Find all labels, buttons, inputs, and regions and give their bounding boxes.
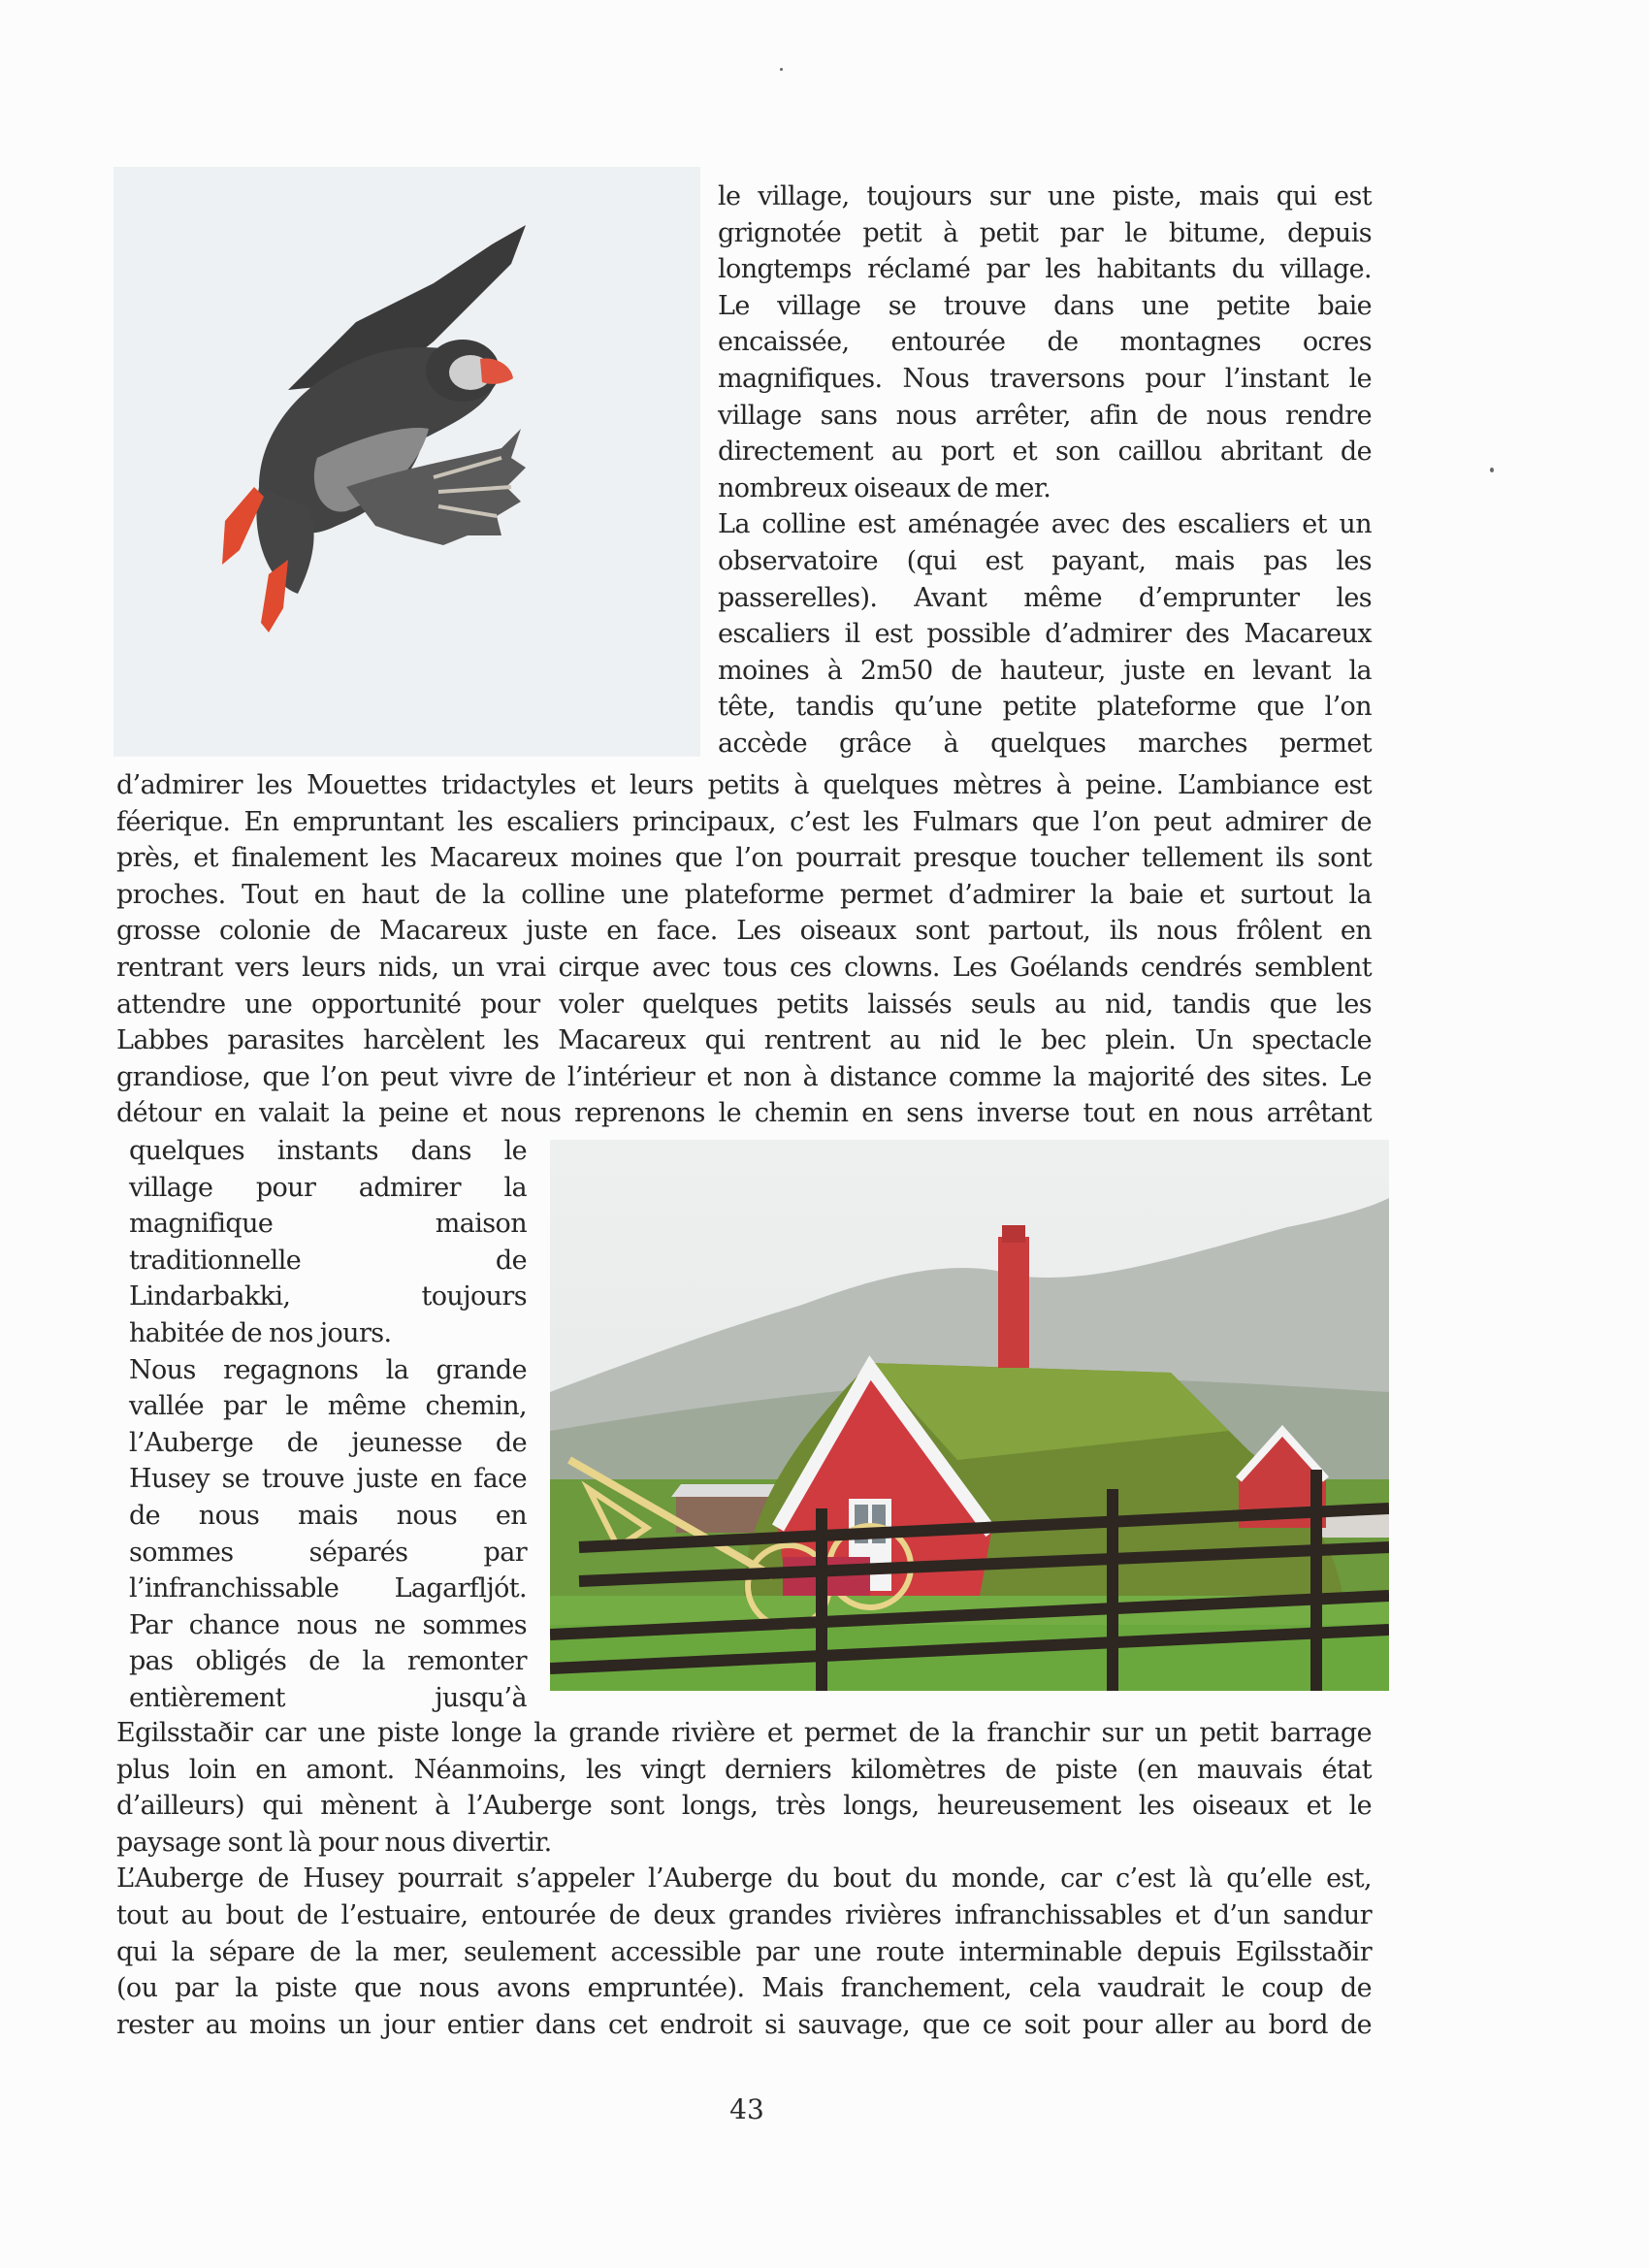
text-line: rentrant vers leurs nids, un vrai cirque avec tous ces clowns. Les Goélands cendrés semblent: [116, 952, 1372, 983]
text-line: longtemps réclamé par les habitants du village.: [718, 254, 1372, 285]
text-line: le village, toujours sur une piste, mais qui est: [718, 181, 1372, 211]
text-line: village pour admirer la: [129, 1172, 527, 1203]
puffin-illustration: [113, 167, 700, 757]
text-line: Par chance nous ne sommes: [129, 1609, 527, 1640]
text-column-right-top: [718, 178, 1372, 762]
text-line: féerique. En empruntant les escaliers principaux, c’est les Fulmars que l’on peut admirer de: [116, 806, 1372, 837]
text-line: tout au bout de l’estuaire, entourée de deux grandes rivières infranchissables et d’un sandur: [116, 1899, 1372, 1930]
text-line: Egilsstaðir car une piste longe la grande rivière et permet de la franchir sur un petit barrage: [116, 1718, 1372, 1748]
text-line: nombreux oiseaux de mer.: [718, 472, 1051, 503]
text-line: observatoire (qui est payant, mais pas les: [718, 545, 1372, 576]
text-line: plus loin en amont. Néanmoins, les vingt derniers kilomètres de piste (en mauvais état: [116, 1754, 1372, 1785]
text-line: sommes séparés par: [129, 1537, 527, 1568]
text-line: directement au port et son caillou abritant de: [718, 437, 1372, 468]
text-line: qui la sépare de la mer, seulement accessible par une route interminable depuis Egilsstaðir: [116, 1936, 1372, 1967]
text-line: grandiose, que l’on peut vivre de l’intérieur et non à distance comme la majorité des sites. Le: [116, 1061, 1372, 1092]
text-line: de nous mais nous en: [129, 1500, 527, 1531]
text-line: l’infranchissable Lagarfljót.: [129, 1573, 527, 1604]
text-line: habitée de nos jours.: [129, 1317, 392, 1348]
text-line: passerelles). Avant même d’emprunter les: [718, 582, 1372, 613]
text-line: attendre une opportunité pour voler quelques petits laissés seuls au nid, tandis que les: [116, 988, 1372, 1020]
text-line: magnifiques. Nous traversons pour l’instant le: [718, 363, 1372, 394]
text-line: (ou par la piste que nous avons empruntée). Mais franchement, cela vaudrait le coup de: [116, 1973, 1372, 2004]
text-line: grosse colonie de Macareux juste en face. Les oiseaux sont partout, ils nous frôlent en: [116, 916, 1372, 947]
text-line: La colline est aménagée avec des escaliers et un: [718, 509, 1372, 540]
text-line: quelques instants dans le: [129, 1136, 527, 1166]
puffin-photo: [113, 167, 700, 757]
text-full-width-bottom: [116, 1715, 1372, 2043]
text-line: d’admirer les Mouettes tridactyles et leurs petits à quelques mètres à peine. L’ambiance est: [116, 770, 1372, 800]
text-line: magnifique maison: [129, 1209, 527, 1240]
text-line: grignotée petit à petit par le bitume, depuis: [718, 217, 1372, 248]
text-line: Labbes parasites harcèlent les Macareux qui rentrent au nid le bec plein. Un spectacle: [116, 1025, 1372, 1056]
text-line: accède grâce à quelques marches permet: [718, 728, 1372, 759]
text-line: moines à 2m50 de hauteur, juste en levant la: [718, 655, 1372, 686]
text-line: Husey se trouve juste en face: [129, 1464, 527, 1495]
text-line: Nous regagnons la grande: [129, 1354, 527, 1385]
scan-speck: [1490, 468, 1494, 472]
text-line: Lindarbakki, toujours: [129, 1281, 527, 1312]
text-line: détour en valait la peine et nous reprenons le chemin en sens inverse tout en nous arrêtant: [116, 1098, 1372, 1129]
text-line: rester au moins un jour entier dans cet endroit si sauvage, que ce soit pour aller au bord de: [116, 2009, 1372, 2040]
text-line: village sans nous arrêter, afin de nous rendre: [718, 400, 1372, 431]
text-line: l’Auberge de jeunesse de: [129, 1427, 527, 1458]
text-line: vallée par le même chemin,: [129, 1391, 527, 1422]
text-line: encaissée, entourée de montagnes ocres: [718, 327, 1372, 358]
text-line: traditionnelle de: [129, 1245, 527, 1276]
text-line: Le village se trouve dans une petite baie: [718, 290, 1372, 321]
text-line: L’Auberge de Husey pourrait s’appeler l’Auberge du bout du monde, car c’est là qu’elle est,: [116, 1863, 1372, 1895]
text-line: tête, tandis qu’une petite plateforme que l’on: [718, 692, 1372, 723]
page-number: 43: [729, 2093, 764, 2125]
text-column-left: [129, 1133, 527, 1717]
text-line: proches. Tout en haut de la colline une plateforme permet d’admirer la baie et surtout la: [116, 879, 1372, 910]
turf-house-photo: [550, 1140, 1389, 1691]
text-line: pas obligés de la remonter: [129, 1646, 527, 1677]
text-line: escaliers il est possible d’admirer des Macareux: [718, 619, 1372, 650]
text-line: d’ailleurs) qui mènent à l’Auberge sont longs, très longs, heureusement les oiseaux et le: [116, 1791, 1372, 1822]
text-line: entièrement jusqu’à: [129, 1682, 527, 1713]
turf-house-illustration: [550, 1140, 1389, 1691]
text-full-width-middle: [116, 767, 1372, 1132]
chimney: [998, 1237, 1029, 1368]
text-line: paysage sont là pour nous divertir.: [116, 1827, 552, 1858]
scan-speck: [780, 68, 783, 71]
text-line: près, et finalement les Macareux moines que l’on pourrait presque toucher tellement ils sont: [116, 843, 1372, 874]
